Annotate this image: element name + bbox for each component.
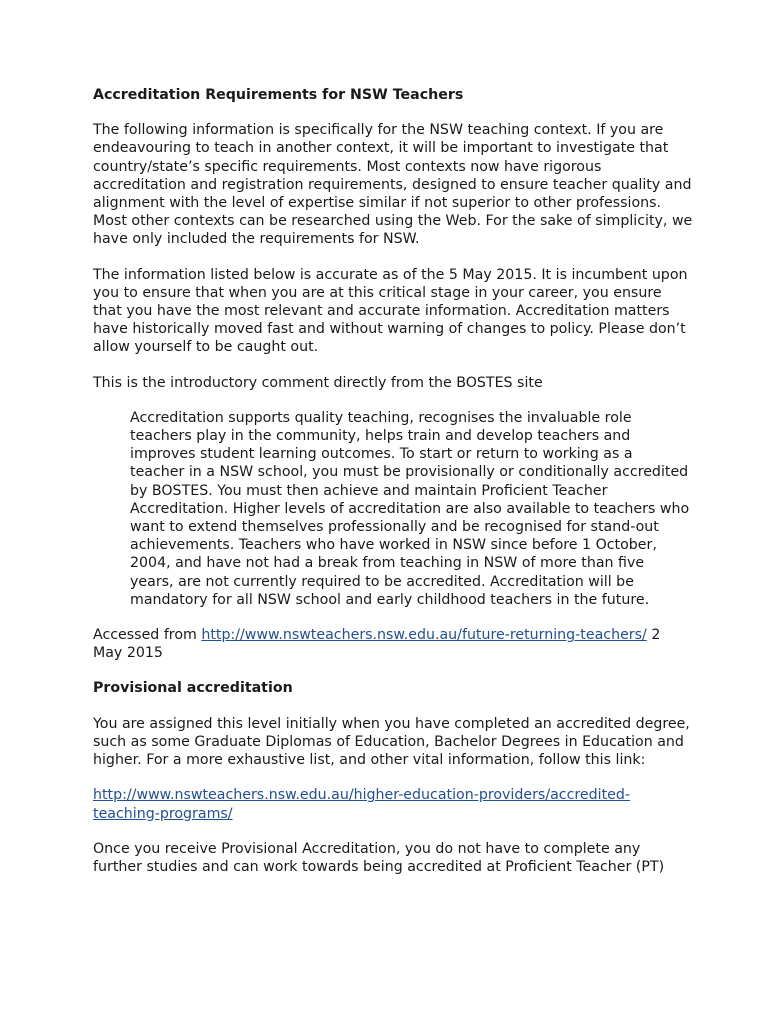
provisional-heading: Provisional accreditation bbox=[93, 680, 293, 697]
intro-paragraph-1: The following information is specifically for the NSW teaching context. If you are endeavouring to teach in another context, it will be important to investigate that country/state’s specific requirements. Most contexts now have rigorous accreditation and registration requirements, designed to ensure teacher quality and alignment with the level of expertise similar if not superior to other professions. Most other contexts can be researched using the Web. For the sake of simplicity, we have only included the requirements for NSW. bbox=[93, 122, 693, 248]
bostes-quote-text: Accreditation supports quality teaching, recognises the invaluable role teachers play in the community, helps train and develop teachers and improves student learning outcomes. To start or return to working as a teacher in a NSW school, you must be provisionally or conditionally accredited by BOSTES. You must then achieve and maintain Proficient Teacher Accreditation. Higher levels of accreditation are also available to teachers who want to extend themselves professionally and be recognised for stand-out achievements. Teachers who have worked in NSW since before 1 October, 2004, and have not had a break from teaching in NSW of more than five years, are not currently required to be accredited. Accreditation will be mandatory for all NSW school and early childhood teachers in the future. bbox=[130, 409, 690, 608]
bostes-quote bbox=[130, 409, 690, 609]
document-page bbox=[93, 86, 693, 893]
provisional-paragraph-1: You are assigned this level initially when you have completed an accredited degree, such as some Graduate Diplomas of Education, Bachelor Degrees in Education and higher. For a more exhaustive list, and other vital information, follow this link: bbox=[93, 715, 690, 769]
accessed-date: 2 May 2015 bbox=[93, 627, 661, 662]
provisional-paragraph-2: Once you receive Provisional Accreditation, you do not have to complete any further studies and can work towards being accredited at Proficient Teacher (PT) bbox=[93, 840, 665, 875]
intro-paragraph-3: This is the introductory comment directly from the BOSTES site bbox=[93, 374, 543, 391]
accessed-prefix: Accessed from bbox=[93, 627, 202, 644]
accredited-programs-link[interactable]: http://www.nswteachers.nsw.edu.au/higher-education-providers/accredited-teaching-programs/ bbox=[93, 787, 631, 822]
accessed-from-line bbox=[93, 626, 693, 662]
provisional-link-line bbox=[93, 786, 693, 822]
document-title: Accreditation Requirements for NSW Teachers bbox=[93, 87, 464, 103]
future-returning-teachers-link[interactable]: http://www.nswteachers.nsw.edu.au/future-returning-teachers/ bbox=[201, 627, 647, 644]
intro-paragraph-2: The information listed below is accurate as of the 5 May 2015. It is incumbent upon you to ensure that when you are at this critical stage in your career, you ensure that you have the most relevant and accurate information. Accreditation matters have historically moved fast and without warning of changes to policy. Please don’t allow yourself to be caught out. bbox=[93, 266, 688, 356]
